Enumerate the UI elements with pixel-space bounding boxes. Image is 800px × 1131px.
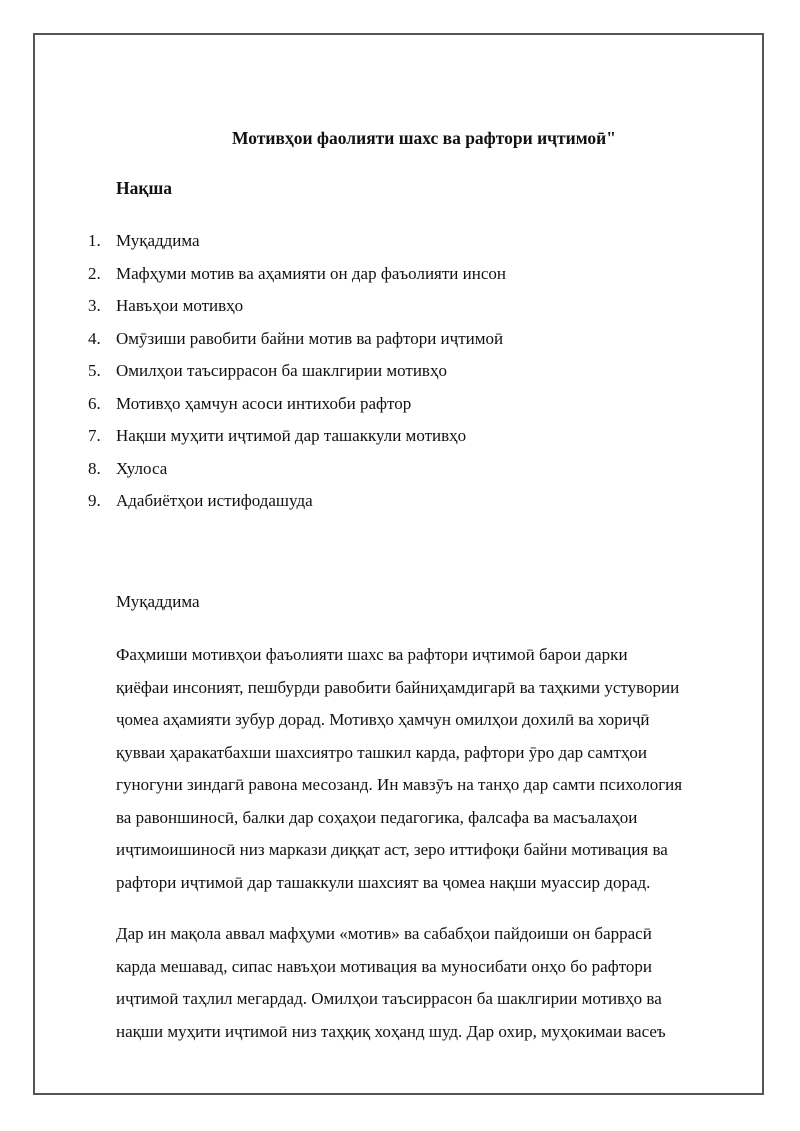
toc-item-number: 4. (88, 328, 101, 348)
toc-item-label: Адабиётҳои истифодашуда (116, 491, 313, 510)
toc-item-label: Омилҳои таъсиррасон ба шаклгирии мотивҳо (116, 361, 447, 380)
toc-item-label: Муқаддима (116, 231, 200, 250)
toc-item-label: Навъҳои мотивҳо (116, 296, 244, 315)
toc-item-number: 1. (88, 231, 101, 250)
toc-item-number: 5. (88, 361, 101, 380)
toc-item (88, 262, 506, 295)
toc-item (88, 229, 506, 262)
toc-item (88, 327, 506, 360)
toc-item (88, 294, 506, 327)
toc-item-label: Хулоса (116, 458, 168, 478)
text-line: қувваи ҳаракатбахши шахсиятро ташкил карда, рафтори ӯро дар самтҳои (116, 742, 648, 762)
toc-item-number: 8. (88, 458, 101, 478)
text-line: ҷомеа аҳамияти зубур дорад. Мотивҳо ҳамчун омилҳои дохилӣ ва хориҷӣ (116, 710, 650, 729)
text-line: Дар ин мақола аввал мафҳуми «мотив» ва сабабҳои пайдоиши он баррасӣ (116, 924, 652, 943)
article-overview-paragraph (116, 918, 756, 1048)
text-line: ва равоншиносӣ, балки дар соҳаҳои педагогика, фалсафа ва масъалаҳои (116, 807, 638, 827)
toc-item-label: Нақши муҳити иҷтимоӣ дар ташаккули мотивҳо (116, 426, 467, 445)
plan-heading: Нақша (116, 178, 172, 198)
text-line: рафтори иҷтимоӣ дар ташаккули шахсият ва ҷомеа нақши муассир дорад. (116, 872, 651, 892)
text-line: иҷтимоишиносӣ низ маркази диққат аст, зеро иттифоқи байни мотивация ва (116, 840, 668, 859)
toc-item (88, 489, 506, 522)
text-line: Фаҳмиши мотивҳои фаъолияти шахс ва рафтори иҷтимоӣ барои дарки (116, 645, 628, 664)
toc-item (88, 359, 506, 392)
toc-item (88, 457, 506, 490)
toc-item-label: Омӯзиши равобити байни мотив ва рафтори иҷтимоӣ (116, 328, 504, 348)
text-line: нақши муҳити иҷтимоӣ низ таҳқиқ хоҳанд шуд. Дар охир, муҳокимаи васеъ (116, 1021, 666, 1041)
introduction-paragraph (116, 639, 756, 899)
toc-item-number: 2. (88, 263, 101, 283)
text-line: иҷтимоӣ таҳлил мегардад. Омилҳои таъсиррасон ба шаклгирии мотивҳо ва (116, 989, 662, 1008)
text-line: қиёфаи инсоният, пешбурди равобити байниҳамдигарӣ ва таҳкими устувории (116, 677, 680, 697)
toc-item-number: 9. (88, 491, 101, 510)
toc-item-label: Мафҳуми мотив ва аҳамияти он дар фаъолияти инсон (116, 263, 506, 283)
toc-item-number: 3. (88, 296, 101, 315)
toc-item-number: 7. (88, 426, 101, 445)
document-title: Мотивҳои фаолияти шахс ва рафтори иҷтимоӣ" (232, 128, 616, 148)
toc-item (88, 424, 506, 457)
text-line: карда мешавад, сипас навъҳои мотивация ва муносибати онҳо бо рафтори (116, 956, 653, 976)
table-of-contents (88, 229, 506, 522)
toc-item-number: 6. (88, 393, 101, 413)
toc-item-label: Мотивҳо ҳамчун асоси интихоби рафтор (116, 393, 412, 413)
section-heading-introduction: Муқаддима (116, 592, 200, 611)
toc-item (88, 392, 506, 425)
text-line: гуногуни зиндагӣ равона месозанд. Ин мавзӯъ на танҳо дар самти психология (116, 775, 683, 794)
